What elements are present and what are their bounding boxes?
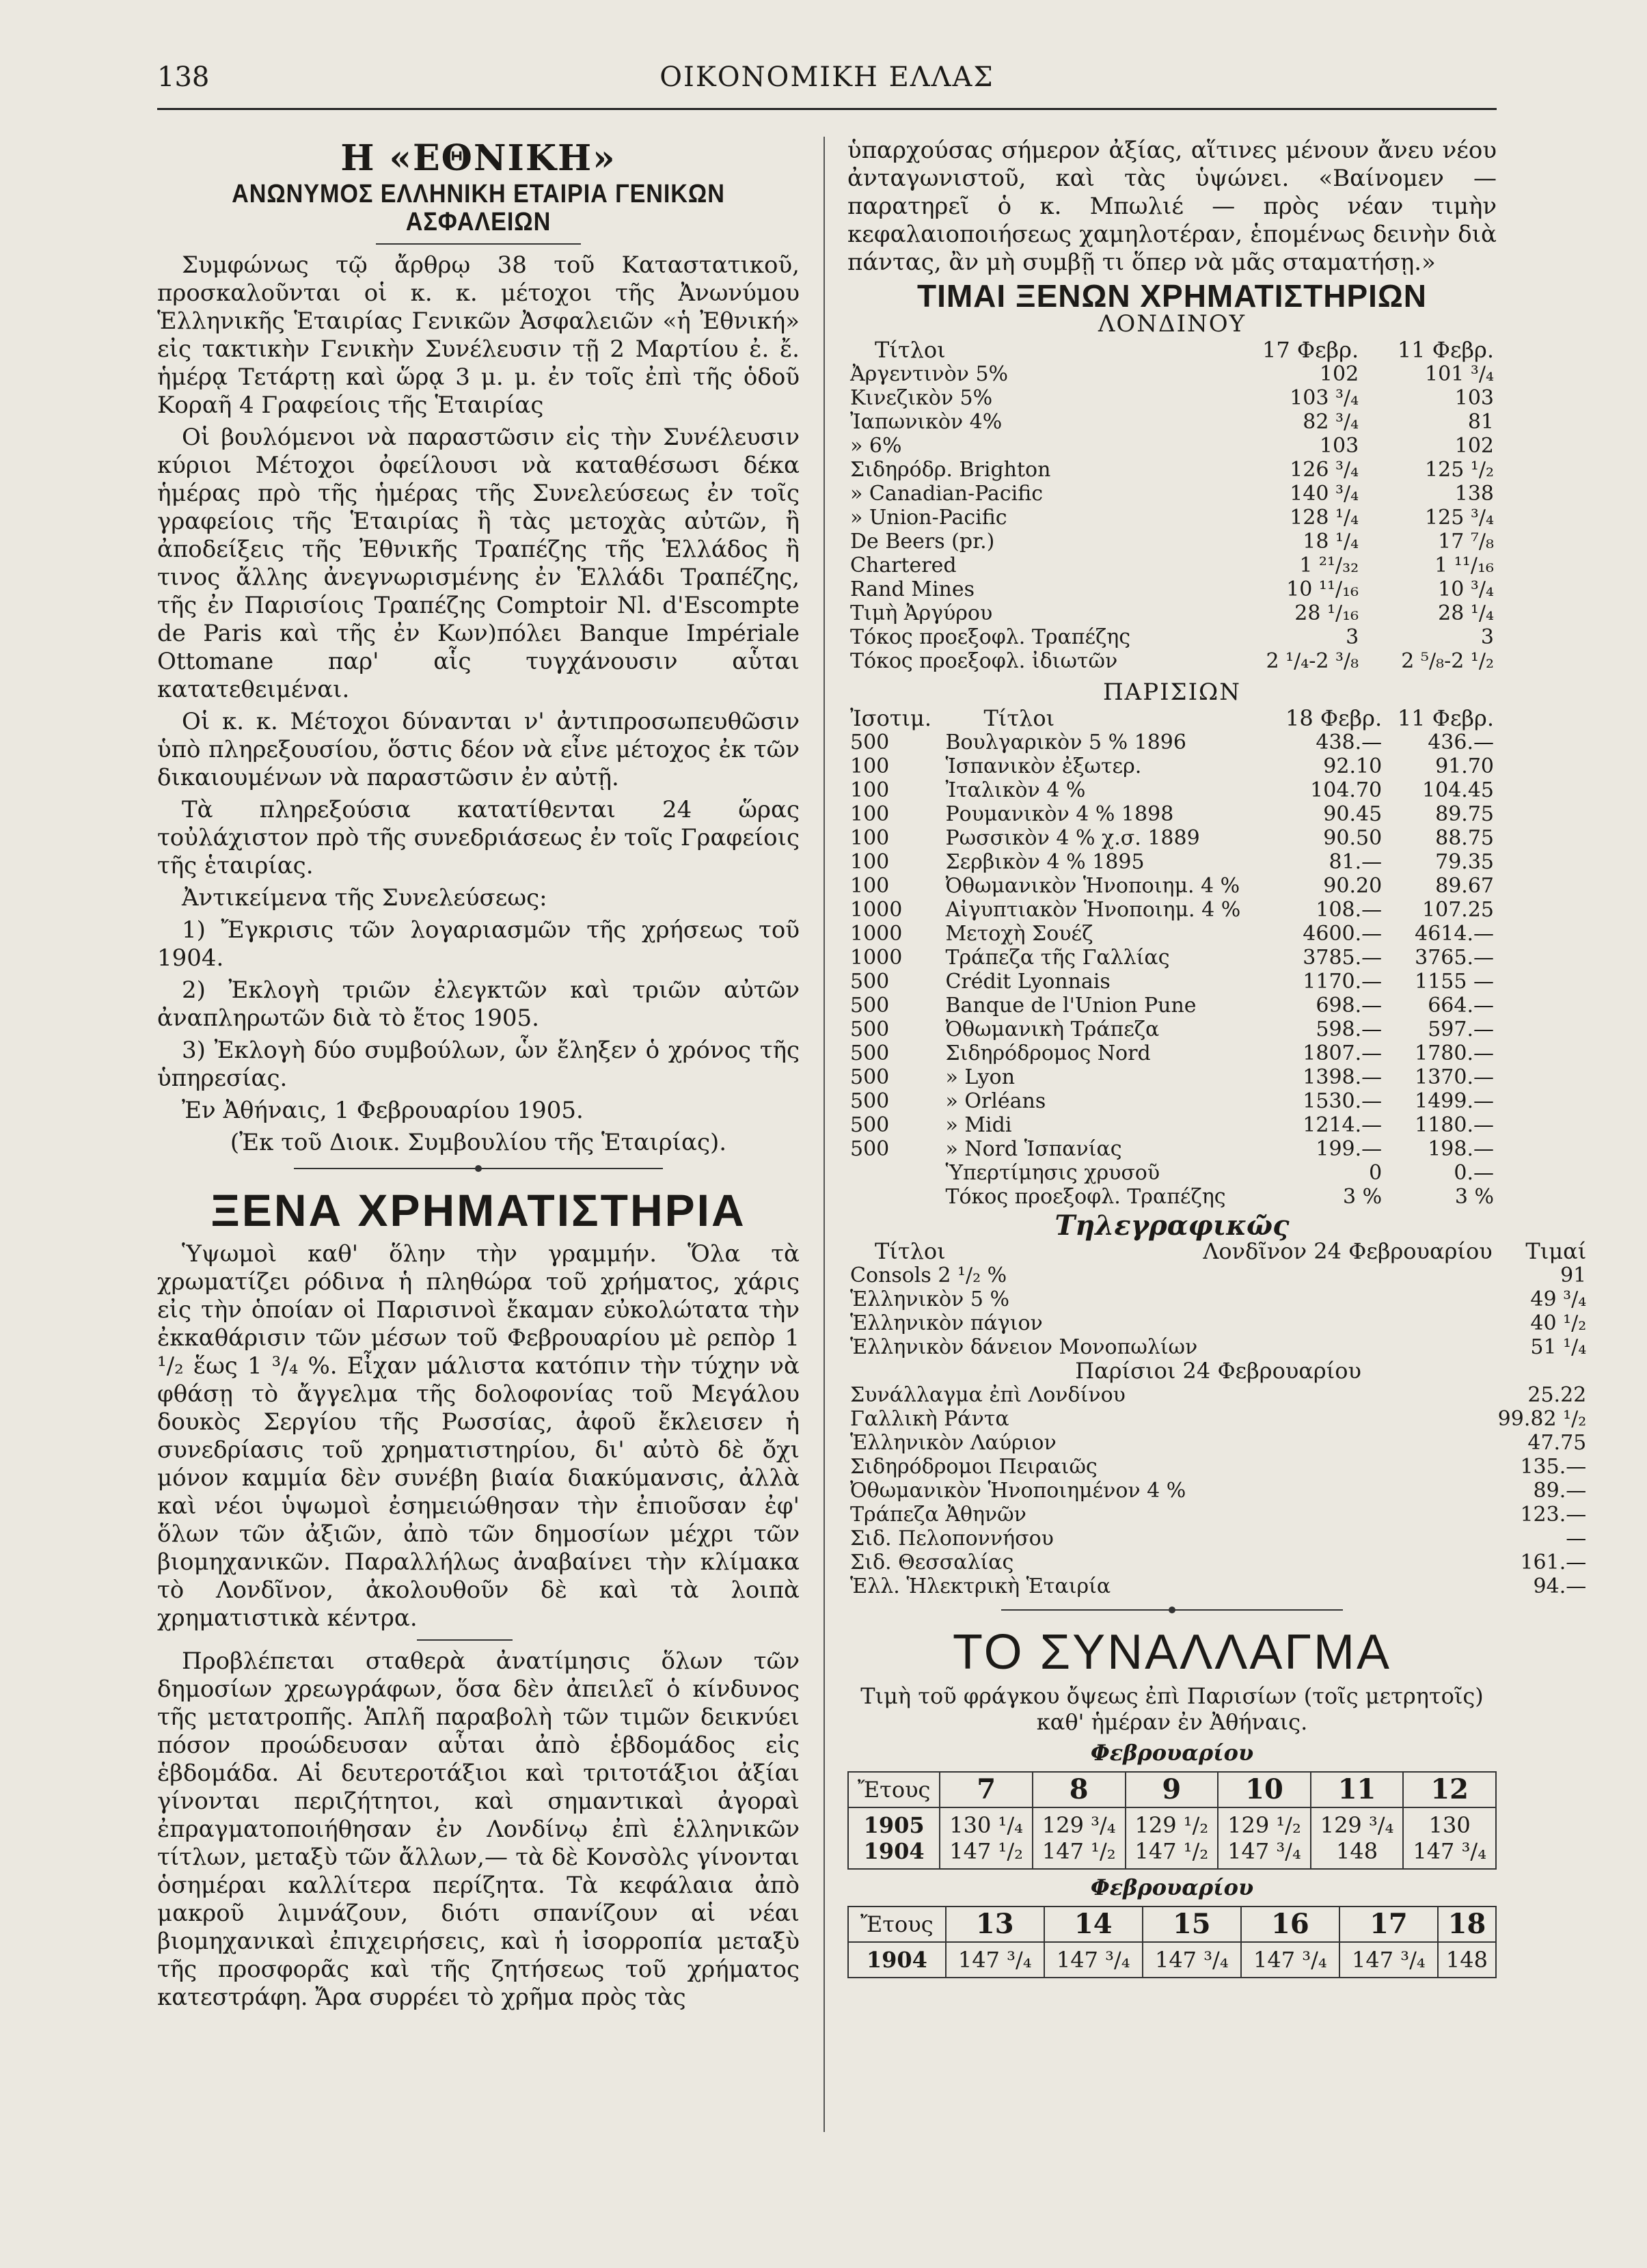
table-cell: 126 ³/₄ <box>1290 458 1359 482</box>
table-cell: 500 <box>850 1041 890 1065</box>
article-title: ΞΕΝΑ ΧΡΗΜΑΤΙΣΤΗΡΙΑ <box>210 1185 746 1235</box>
column-header: 16 <box>1241 1907 1339 1942</box>
table-cell: Σιδ. Θεσσαλίας <box>850 1550 1014 1574</box>
table-cell: 147 ³/₄ <box>1339 1942 1438 1978</box>
notice-paragraph: Οἱ κ. κ. Μέτοχοι δύνανται ν' ἀντιπροσωπευθῶσιν ὑπὸ πληρεξουσίου, ὅστις δέον νὰ εἶνε μέτοχος ἐκ τῶν δικαιουμένων νὰ παραστῶσιν ἐν αὐτῇ. <box>157 708 800 791</box>
table-cell: 100 <box>850 874 890 898</box>
table-row <box>847 1185 1497 1209</box>
table-row <box>847 506 1497 530</box>
table-cell: 81 <box>1467 410 1494 434</box>
column-header: 11 <box>1311 1772 1404 1807</box>
tel-paris-title: Παρίσιοι 24 Φεβρουαρίου <box>1075 1358 1361 1384</box>
table-cell <box>1200 1407 1495 1431</box>
table-cell: 129 ¹/₂ 147 ¹/₂ <box>1126 1807 1219 1869</box>
table-row <box>847 458 1497 482</box>
table-row <box>847 554 1497 577</box>
table-cell: Banque de l'Union Pune <box>945 994 1197 1017</box>
table-row <box>848 1807 1496 1869</box>
column-header: Ἔτους <box>848 1772 940 1807</box>
table-cell: 4600.— <box>1303 922 1383 946</box>
table-cell: 18 ¹/₄ <box>1303 530 1359 554</box>
table-cell: » Midi <box>945 1113 1012 1137</box>
table-row <box>847 1527 1589 1550</box>
exchange-title: ΤΟ ΣΥΝΑΛΛΑΓΜΑ <box>952 1625 1392 1680</box>
table-cell: Γαλλικὴ Ράντα <box>850 1407 1009 1431</box>
exchange-month: Φεβρουαρίου <box>1090 1740 1254 1766</box>
table-cell: 500 <box>850 994 890 1017</box>
exchange-table-1 <box>847 1771 1497 1870</box>
table-cell: 3785.— <box>1303 946 1383 970</box>
table-cell: 104.70 <box>1310 778 1383 802</box>
table-cell: 1214.— <box>1303 1113 1383 1137</box>
running-title: ΟΙΚΟΝΟΜΙΚΗ ΕΛΛΑΣ <box>659 62 994 93</box>
table-row <box>847 826 1497 850</box>
table-cell: 102 <box>1319 362 1359 386</box>
table-cell: 90.45 <box>1323 802 1383 826</box>
divider <box>376 243 581 245</box>
column-header: 7 <box>940 1772 1033 1807</box>
table-cell: 102 <box>1454 434 1494 458</box>
divider <box>417 1639 513 1641</box>
exchange-subtitle: Τιμὴ τοῦ φράγκου ὄψεως ἐπὶ Παρισίων (τοῖς μετρητοῖς) καθ' ἡμέραν ἐν Ἀθήναις. <box>860 1683 1484 1735</box>
table-cell: 1 ²¹/₃₂ <box>1299 554 1359 577</box>
quotes-title: ΤΙΜΑΙ ΞΕΝΩΝ ΧΡΗΜΑΤΙΣΤΗΡΙΩΝ <box>916 278 1428 314</box>
column-header: 17 Φεβρ. <box>1262 337 1359 363</box>
table-cell: 89.67 <box>1435 874 1494 898</box>
table-cell: 91.70 <box>1435 754 1494 778</box>
column-header: 14 <box>1044 1907 1143 1942</box>
table-row <box>847 1161 1497 1185</box>
table-row <box>847 1089 1497 1113</box>
table-cell: 148 <box>1438 1942 1496 1978</box>
table-cell: Ὀθωμανικὸν Ἡνοποιημ. 4 % <box>945 874 1240 898</box>
table-cell <box>1200 1527 1495 1550</box>
table-cell: — <box>1566 1527 1587 1550</box>
table-cell: 1180.— <box>1415 1113 1494 1137</box>
table-row <box>847 1455 1589 1479</box>
column-header: 17 <box>1339 1907 1438 1942</box>
agenda-item: 2) Ἐκλογὴ τριῶν ἐλεγκτῶν καὶ τριῶν αὐτῶν ἀναπληρωτῶν διὰ τὸ ἔτος 1905. <box>157 976 800 1032</box>
column-header: Τιμαί <box>1525 1238 1587 1264</box>
table-cell: Ρωσσικὸν 4 % χ.σ. 1889 <box>945 826 1200 850</box>
table-cell: Ἰταλικὸν 4 % <box>945 778 1086 802</box>
table-cell: 51 ¹/₄ <box>1530 1335 1587 1359</box>
left-column <box>157 137 800 2016</box>
table-cell: 91 <box>1560 1263 1587 1287</box>
table-cell: 3765.— <box>1415 946 1494 970</box>
table-row <box>847 1503 1589 1527</box>
table-cell: 101 ³/₄ <box>1425 362 1494 386</box>
table-cell: 3 <box>1480 625 1494 649</box>
column-header: Ἔτους <box>848 1907 946 1942</box>
telegraph-table <box>847 1240 1589 1598</box>
table-cell: 99.82 ¹/₂ <box>1497 1407 1587 1431</box>
table-cell: 500 <box>850 970 890 994</box>
table-row <box>847 362 1497 386</box>
table-cell: 100 <box>850 802 890 826</box>
table-cell: 1170.— <box>1303 970 1383 994</box>
article-paragraph: Ὑψωμοὶ καθ' ὅλην τὴν γραμμήν. Ὅλα τὰ χρωματίζει ρόδινα ἡ πληθώρα τοῦ χρήματος, χάρις εἰς τὴν ὁποίαν οἱ Παρισινοὶ ἔκαμαν εὐκολώτατα τὴν ἐκκαθάρισιν τῶν μέσων τοῦ Φεβρουαρίου μὲ ρεπὸρ 1 ¹/₂ ἕως 1 ³/₄ %. Εἶχαν μάλιστα κατόπιν τὴν τύχην νὰ φθάσῃ τὸ ἄγγελμα τῆς δολοφονίας τοῦ Μεγάλου δουκὸς Σεργίου τῆς Ρωσσίας, ἀφοῦ ἔκλεισεν ἡ συνεδρίασις τοῦ χρηματιστηρίου, δι' αὐτὸ δὲ ὄχι μόνον καμμία δὲν συνέβη βιαία διακύμανσις, ἀλλὰ καὶ νέοι ὑψωμοὶ ἐσημειώθησαν τὴν ἐπιοῦσαν ἐφ' ὅλων τῶν ἀξιῶν, ἀπὸ τῶν δημοσίων μέχρι τῶν βιομηχανικῶν. Παραλλήλως ἀναβαίνει τὴν κλίμακα τὸ Λονδῖνον, ἀκολουθοῦν δὲ καὶ τὰ λοιπὰ χρηματιστικὰ κέντρα. <box>157 1240 800 1632</box>
table-cell: 89.75 <box>1435 802 1494 826</box>
notice-subtitle: ΑΝΩΝΥΜΟΣ ΕΛΛΗΝΙΚΗ ΕΤΑΙΡΙΑ ΓΕΝΙΚΩΝ ΑΣΦΑΛΕΙΩΝ <box>232 180 725 236</box>
table-cell <box>1200 1431 1495 1455</box>
column-header: Τίτλοι <box>875 337 946 363</box>
table-row <box>847 754 1497 778</box>
table-cell: 129 ¹/₂ 147 ³/₄ <box>1218 1807 1311 1869</box>
notice-paragraph: Οἱ βουλόμενοι νὰ παραστῶσιν εἰς τὴν Συνέλευσιν κύριοι Μέτοχοι ὀφείλουσι νὰ καταθέσωσι δέκα ἡμέρας πρὸ τῆς ἡμέρας τῆς Συνελεύσεως ἐν τοῖς γραφείοις τῆς Ἑταιρίας ἢ τὰς μετοχὰς αὐτῶν, ἢ ἀποδείξεις τῆς Ἐθνικῆς Τραπέζης τῆς Ἑλλάδος ἢ τινος ἄλλης ἀνεγνωρισμένης ἐν Ἑλλάδι Τραπέζης, τῆς ἐν Παρισίοις Τραπέζης Comptoir Nl. d'Escompte de Paris καὶ τῆς ἐν Κων)πόλει Banque Impériale Ottomane παρ' αἷς τυγχάνουσιν αὗται κατατεθειμέναι. <box>157 424 800 703</box>
table-cell: 129 ³/₄ 147 ¹/₂ <box>1033 1807 1126 1869</box>
table-row <box>847 530 1497 554</box>
table-cell: Τράπεζα Ἀθηνῶν <box>850 1503 1026 1527</box>
table-cell: Τράπεζα τῆς Γαλλίας <box>945 946 1170 970</box>
table-cell: Ἀργεντινὸν 5% <box>850 362 1009 386</box>
table-cell: » Orléans <box>945 1089 1046 1113</box>
table-cell: 500 <box>850 1017 890 1041</box>
table-cell: 81.— <box>1329 850 1383 874</box>
exchange-table-2 <box>847 1906 1497 1978</box>
table-cell: 500 <box>850 730 890 754</box>
table-cell: 1370.— <box>1415 1065 1494 1089</box>
table-cell: 1499.— <box>1415 1089 1494 1113</box>
table-cell: Consols 2 ¹/₂ % <box>850 1263 1007 1287</box>
column-header: Ἰσοτιμ. <box>850 705 931 731</box>
table-row <box>847 482 1497 506</box>
table-cell: 1000 <box>850 946 903 970</box>
table-cell <box>847 1185 942 1209</box>
table-cell: 10 ³/₄ <box>1438 577 1494 601</box>
table-cell: 500 <box>850 1113 890 1137</box>
table-cell: 138 <box>1454 482 1494 506</box>
table-cell: 90.50 <box>1323 826 1383 850</box>
table-cell <box>1200 1479 1495 1503</box>
table-row <box>847 1335 1589 1359</box>
table-row <box>847 1263 1589 1287</box>
table-subheader <box>847 1359 1589 1383</box>
table-cell: » 6% <box>850 434 902 458</box>
table-cell: 1000 <box>850 898 903 922</box>
table-cell: 147 ³/₄ <box>1143 1942 1241 1978</box>
table-row <box>847 1431 1589 1455</box>
page-number: 138 <box>157 62 210 93</box>
table-cell: 161.— <box>1520 1550 1587 1574</box>
year-cell: 1905 1904 <box>848 1807 940 1869</box>
table-cell: 125 ³/₄ <box>1425 506 1494 530</box>
table-cell: 88.75 <box>1435 826 1494 850</box>
table-row <box>847 1550 1589 1574</box>
table-cell: 107.25 <box>1422 898 1494 922</box>
table-cell: Ρουμανικὸν 4 % 1898 <box>945 802 1174 826</box>
table-cell: 500 <box>850 1089 890 1113</box>
table-cell <box>847 1161 942 1185</box>
table-cell: 3 <box>1346 625 1359 649</box>
column-header: 15 <box>1143 1907 1241 1942</box>
table-row <box>847 994 1497 1017</box>
notice-paragraph: Τὰ πληρεξούσια κατατίθενται 24 ὥρας τοὐλάχιστον πρὸ τῆς συνεδριάσεως ἐν τοῖς Γραφείοις τῆς ἑταιρίας. <box>157 796 800 879</box>
table-cell: 698.— <box>1316 994 1383 1017</box>
table-cell: Ἱσπανικὸν ἐξωτερ. <box>945 754 1142 778</box>
table-cell <box>1200 1503 1495 1527</box>
column-header: 13 <box>946 1907 1044 1942</box>
table-cell: » Lyon <box>945 1065 1016 1089</box>
table-header <box>847 1240 1589 1263</box>
table-cell: Ἰαπωνικὸν 4% <box>850 410 1003 434</box>
table-row <box>847 1065 1497 1089</box>
column-header: 12 <box>1403 1772 1496 1807</box>
table-cell: 500 <box>850 1065 890 1089</box>
table-row <box>847 1287 1589 1311</box>
table-cell: 664.— <box>1428 994 1494 1017</box>
table-cell: 147 ³/₄ <box>1044 1942 1143 1978</box>
table-cell: 28 ¹/₄ <box>1438 601 1494 625</box>
notice-signature: (Ἐκ τοῦ Διοικ. Συμβουλίου τῆς Ἑταιρίας). <box>230 1129 727 1156</box>
table-cell: 199.— <box>1316 1137 1383 1161</box>
table-cell: 10 ¹¹/₁₆ <box>1286 577 1359 601</box>
table-cell: 25.22 <box>1527 1383 1587 1407</box>
header-rule <box>157 108 1497 110</box>
table-cell <box>1200 1550 1495 1574</box>
table-cell: Ἑλληνικὸν δάνειον Μονοπωλίων <box>850 1335 1198 1359</box>
table-cell: 28 ¹/₁₆ <box>1294 601 1359 625</box>
table-cell: » Union-Pacific <box>850 506 1007 530</box>
table-cell: 3 % <box>1454 1185 1494 1209</box>
table-row <box>847 1017 1497 1041</box>
table-row <box>847 434 1497 458</box>
table-header <box>847 338 1497 362</box>
table-cell: 128 ¹/₄ <box>1290 506 1359 530</box>
table-row <box>847 898 1497 922</box>
divider <box>294 1168 663 1169</box>
table-row <box>847 1311 1589 1335</box>
table-cell: » Canadian-Pacific <box>850 482 1044 506</box>
column-header: Λονδῖνον 24 Φεβρουαρίου <box>1203 1238 1493 1264</box>
agenda-title: Ἀντικείμενα τῆς Συνελεύσεως: <box>182 884 547 912</box>
table-cell: 103 <box>1319 434 1359 458</box>
table-row <box>847 970 1497 994</box>
table-cell: 1530.— <box>1303 1089 1383 1113</box>
table-cell: 40 ¹/₂ <box>1530 1311 1587 1335</box>
table-cell <box>1200 1574 1495 1598</box>
table-row <box>847 922 1497 946</box>
column-header: 18 Φεβρ. <box>1285 705 1383 731</box>
table-cell: 17 ⁷/₈ <box>1438 530 1494 554</box>
table-row <box>847 386 1497 410</box>
table-cell: Ἑλλ. Ἡλεκτρικὴ Ἑταιρία <box>850 1574 1111 1598</box>
table-cell: » Nord Ἱσπανίας <box>945 1137 1122 1161</box>
table-cell: Τόκος προεξοφλ. Τραπέζης <box>850 625 1131 649</box>
table-cell: Αἰγυπτιακὸν Ἡνοποιημ. 4 % <box>945 898 1241 922</box>
table-cell: Ὀθωμανικὸν Ἡνοποιημένον 4 % <box>850 1479 1186 1503</box>
table-cell: 147 ³/₄ <box>946 1942 1044 1978</box>
table-cell: 94.— <box>1533 1574 1587 1598</box>
right-column <box>847 137 1587 1978</box>
table-cell: Σιδηρόδρομοι Πειραιῶς <box>850 1455 1098 1479</box>
article-paragraph: Προβλέπεται σταθερὰ ἀνατίμησις ὅλων τῶν δημοσίων χρεωγράφων, ὅσα δὲν ἀπειλεῖ ὁ κίνδυνος τῆς μετατροπῆς. Ἁπλῆ παραβολὴ τῶν τιμῶν δεικνύει πόσον προώδευσαν αὗται ἀπὸ ἑβδομάδος εἰς ἑβδομάδα. Αἱ δευτεροτάξιοι καὶ τριτοτάξιοι ἀξίαι γίνονται περιζήτητοι, καὶ σημαντικαὶ ἀγοραὶ ἐπραγματοποιήθησαν ἐν Λονδίνῳ ἐπὶ ἑλληνικῶν τίτλων, μεταξὺ τῶν ἄλλων,— τὰ δὲ Κονσὸλς γίνονται ὁσημέραι καλλίτερα περίζητα. Τὰ κεφάλαια ἀπὸ μακροῦ λιμνάζουν, διότι σπανίζουν αἱ νέαι βιομηχανικαὶ ἐπιχειρήσεις, καὶ ἡ ἰσορροπία μεταξὺ τῆς προσφορᾶς καὶ τῆς ζητήσεως τοῦ χρήματος κατεστράφη. Ἄρα συρρέει τὸ χρῆμα πρὸς τὰς <box>157 1648 800 2011</box>
table-row <box>847 778 1497 802</box>
paris-quotes-table <box>847 707 1497 1209</box>
table-cell <box>1200 1455 1495 1479</box>
table-cell: 130 147 ³/₄ <box>1403 1807 1496 1869</box>
table-cell: 100 <box>850 850 890 874</box>
table-cell: 130 ¹/₄ 147 ¹/₂ <box>940 1807 1033 1869</box>
table-cell: 598.— <box>1316 1017 1383 1041</box>
table-cell: Μετοχὴ Σουέζ <box>945 922 1093 946</box>
table-row <box>847 874 1497 898</box>
table-cell: 4614.— <box>1415 922 1494 946</box>
column-header: Τίτλοι <box>875 1238 946 1264</box>
table-cell: Συνάλλαγμα ἐπὶ Λονδίνου <box>850 1383 1126 1407</box>
article-continuation: ὑπαρχούσας σήμερον ἀξίας, αἵτινες μένουν ἄνευ νέου ἀνταγωνιστοῦ, καὶ τὰς ὑψώνει. «Βαίνομεν — παρατηρεῖ ὁ κ. Μπωλιέ — πρὸς νέαν τιμὴν κεφαλαιοποιήσεως χαμηλοτέραν, ἑπομένως δεινὴν διὰ πάντας, ἂν μὴ συμβῇ τι ὅπερ νὰ μᾶς σταματήσῃ.» <box>847 137 1497 276</box>
table-cell: 89.— <box>1533 1479 1587 1503</box>
table-header <box>848 1907 1496 1942</box>
notice-title: Η «ΕΘΝΙΚΗ» <box>340 137 616 179</box>
table-cell: 123.— <box>1520 1503 1587 1527</box>
table-cell: 3 % <box>1343 1185 1383 1209</box>
table-cell: 92.10 <box>1323 754 1383 778</box>
table-row <box>847 946 1497 970</box>
table-cell: Σιδηρόδρ. Brighton <box>850 458 1051 482</box>
table-cell: Σιδηρόδρομος Nord <box>945 1041 1151 1065</box>
table-cell: 1000 <box>850 922 903 946</box>
table-cell: 135.— <box>1520 1455 1587 1479</box>
table-row <box>847 802 1497 826</box>
telegraph-title: Τηλεγραφικῶς <box>1054 1210 1290 1242</box>
notice-paragraph: Συμφώνως τῷ ἄρθρῳ 38 τοῦ Καταστατικοῦ, προσκαλοῦνται οἱ κ. κ. μέτοχοι τῆς Ἀνωνύμου Ἑλληνικῆς Ἑταιρίας Γενικῶν Ἀσφαλειῶν «ἡ Ἐθνική» εἰς τακτικὴν Γενικὴν Συνέλευσιν τῇ 2 Μαρτίου ἐ. ἔ. ἡμέρᾳ Τετάρτῃ καὶ ὥρᾳ 3 μ. μ. ἐν τοῖς ἐπὶ τῆς ὁδοῦ Κοραῆ 4 Γραφείοις τῆς Ἑταιρίας <box>157 251 800 419</box>
table-cell: 108.— <box>1316 898 1383 922</box>
column-header: 18 <box>1438 1907 1496 1942</box>
table-cell: Τιμὴ Ἀργύρου <box>850 601 993 625</box>
column-header: 9 <box>1126 1772 1219 1807</box>
table-header <box>847 707 1497 730</box>
table-cell: 100 <box>850 754 890 778</box>
table-cell: 500 <box>850 1137 890 1161</box>
column-header: 11 Φεβρ. <box>1397 705 1494 731</box>
table-cell: 82 ³/₄ <box>1303 410 1359 434</box>
table-cell: Βουλγαρικὸν 5 % 1896 <box>945 730 1186 754</box>
table-cell: 103 <box>1454 386 1494 410</box>
table-cell: Κινεζικὸν 5% <box>850 386 993 410</box>
table-row <box>847 649 1497 673</box>
column-header: 8 <box>1033 1772 1126 1807</box>
table-cell <box>1200 1287 1495 1311</box>
london-title: ΛΟΝΔΙΝΟΥ <box>1098 310 1247 338</box>
table-cell: 49 ³/₄ <box>1530 1287 1587 1311</box>
table-cell: 140 ³/₄ <box>1290 482 1359 506</box>
table-cell: 1 ¹¹/₁₆ <box>1434 554 1494 577</box>
table-cell: Rand Mines <box>850 577 975 601</box>
table-cell: 103 ³/₄ <box>1290 386 1359 410</box>
table-cell: 198.— <box>1428 1137 1494 1161</box>
divider <box>1001 1609 1343 1611</box>
table-cell: Τόκος προεξοφλ. Τραπέζης <box>945 1185 1226 1209</box>
table-cell: 438.— <box>1316 730 1383 754</box>
london-quotes-table <box>847 338 1497 673</box>
table-cell: Chartered <box>850 554 957 577</box>
table-cell: 2 ¹/₄-2 ³/₈ <box>1266 649 1359 673</box>
table-cell: 90.20 <box>1323 874 1383 898</box>
table-row <box>847 1041 1497 1065</box>
table-cell: Ἑλληνικὸν 5 % <box>850 1287 1009 1311</box>
table-cell <box>1200 1263 1495 1287</box>
table-row <box>847 410 1497 434</box>
table-cell: Σιδ. Πελοποννήσου <box>850 1527 1054 1550</box>
notice-date: Ἐν Ἀθήναις, 1 Φεβρουαρίου 1905. <box>182 1097 584 1124</box>
table-cell: 436.— <box>1428 730 1494 754</box>
table-cell: 100 <box>850 826 890 850</box>
table-cell <box>1200 1311 1495 1335</box>
table-cell: Σερβικὸν 4 % 1895 <box>945 850 1145 874</box>
table-row <box>847 625 1497 649</box>
table-row <box>847 1574 1589 1598</box>
table-row <box>847 1407 1589 1431</box>
table-row <box>847 850 1497 874</box>
table-cell: 0.— <box>1454 1161 1494 1185</box>
table-row <box>848 1942 1496 1978</box>
exchange-month: Φεβρουαρίου <box>1090 1874 1254 1900</box>
table-cell: Ἑλληνικὸν Λαύριον <box>850 1431 1057 1455</box>
table-row <box>847 1137 1497 1161</box>
table-row <box>847 730 1497 754</box>
table-cell: 125 ¹/₂ <box>1425 458 1494 482</box>
paris-title: ΠΑΡΙΣΙΩΝ <box>1103 679 1241 706</box>
table-cell: Ἑλληνικὸν πάγιον <box>850 1311 1043 1335</box>
table-cell: 1807.— <box>1303 1041 1383 1065</box>
table-cell <box>1200 1383 1495 1407</box>
table-cell: 597.— <box>1428 1017 1494 1041</box>
table-cell: 47.75 <box>1527 1431 1587 1455</box>
table-cell: 100 <box>850 778 890 802</box>
table-cell <box>1200 1335 1495 1359</box>
column-header: Τίτλοι <box>983 705 1055 731</box>
table-cell: 1780.— <box>1415 1041 1494 1065</box>
column-header: 10 <box>1218 1772 1311 1807</box>
table-row <box>847 1113 1497 1137</box>
table-cell: Ὀθωμανικὴ Τράπεζα <box>945 1017 1160 1041</box>
table-row <box>847 1383 1589 1407</box>
agenda-item: 1) Ἔγκρισις τῶν λογαριασμῶν τῆς χρήσεως τοῦ 1904. <box>157 916 800 972</box>
table-row <box>847 601 1497 625</box>
table-cell: Ὑπερτίμησις χρυσοῦ <box>945 1161 1160 1185</box>
column-header: 11 Φεβρ. <box>1397 337 1494 363</box>
year-cell: 1904 <box>848 1942 946 1978</box>
agenda-item: 3) Ἐκλογὴ δύο συμβούλων, ὧν ἔληξεν ὁ χρόνος τῆς ὑπηρεσίας. <box>157 1037 800 1092</box>
table-cell: Τόκος προεξοφλ. ἰδιωτῶν <box>850 649 1118 673</box>
table-row <box>847 1479 1589 1503</box>
table-cell: 147 ³/₄ <box>1241 1942 1339 1978</box>
table-cell: 79.35 <box>1435 850 1494 874</box>
table-cell: 1398.— <box>1303 1065 1383 1089</box>
table-cell: 1155 — <box>1415 970 1494 994</box>
page-header <box>157 62 1497 103</box>
table-cell: 0 <box>1369 1161 1383 1185</box>
table-cell: Crédit Lyonnais <box>945 970 1111 994</box>
table-cell: De Beers (pr.) <box>850 530 995 554</box>
column-rule <box>824 137 825 2132</box>
table-cell: 129 ³/₄ 148 <box>1311 1807 1404 1869</box>
table-header <box>848 1772 1496 1807</box>
table-row <box>847 577 1497 601</box>
table-cell: 104.45 <box>1422 778 1494 802</box>
table-cell: 2 ⁵/₈-2 ¹/₂ <box>1401 649 1494 673</box>
